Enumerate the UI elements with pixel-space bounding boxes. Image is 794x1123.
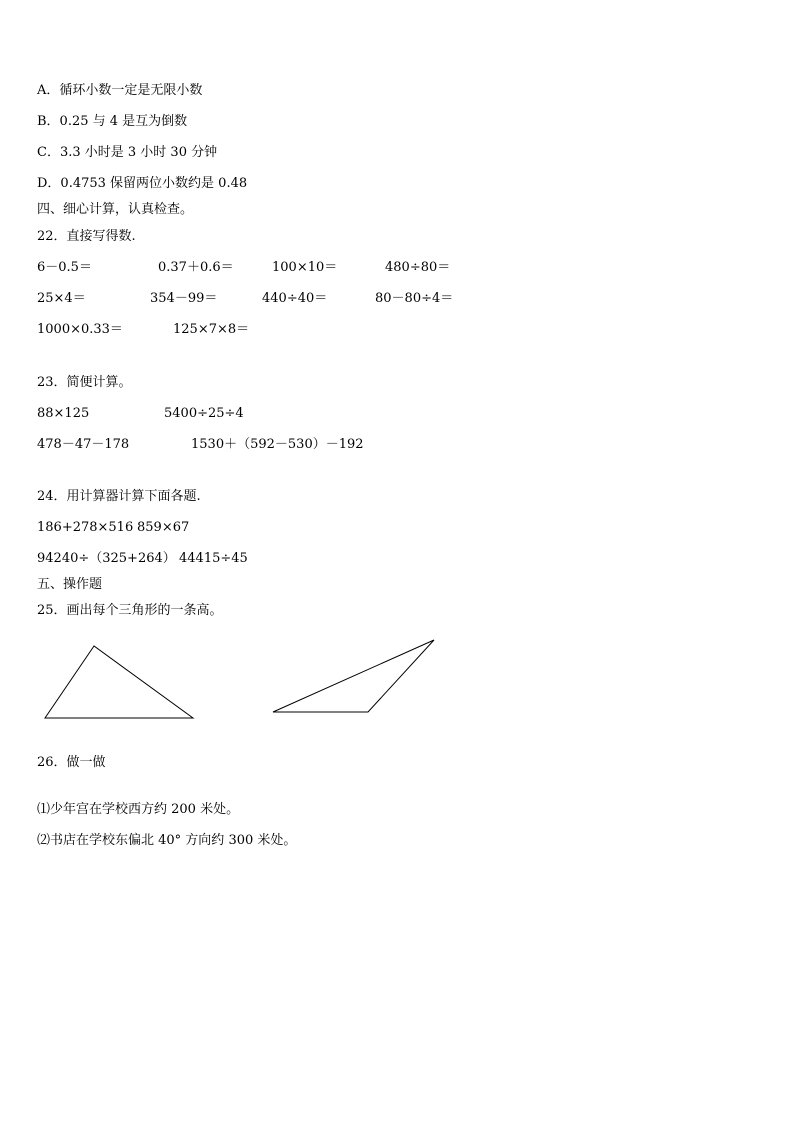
question-23-title: 23．简便计算。 [37,375,132,390]
q22-item: 354－99＝ [150,291,218,306]
q26-item-2: ⑵书店在学校东偏北 40° 方向约 300 米处。 [37,833,297,848]
option-d: D．0.4753 保留两位小数约是 0.48 [37,176,248,191]
option-a: A．循环小数一定是无限小数 [37,83,203,98]
question-25-title: 25．画出每个三角形的一条高。 [37,603,223,618]
q24-item: 186+278×516 [37,520,134,535]
q24-item: 44415÷45 [179,551,248,566]
q22-item: 0.37＋0.6＝ [158,260,234,275]
q23-item: 1530＋（592－530）－192 [191,437,364,452]
q22-item: 1000×0.33＝ [37,322,123,337]
question-22-title: 22．直接写得数. [37,229,136,244]
q22-item: 25×4＝ [37,291,86,306]
q22-item: 6－0.5＝ [37,260,92,275]
section-4-title: 四、细心计算，认真检查。 [37,202,194,217]
question-24-title: 24．用计算器计算下面各题. [37,489,201,504]
q22-item: 125×7×8＝ [173,322,250,337]
obtuse-triangle [273,640,434,712]
q26-item-1: ⑴少年宫在学校西方约 200 米处。 [37,802,240,817]
option-b: B．0.25 与 4 是互为倒数 [37,114,188,129]
q22-item: 80－80÷4＝ [375,291,454,306]
section-5-title: 五、操作题 [37,577,103,592]
q22-item: 480÷80＝ [385,260,451,275]
question-26-title: 26．做一做 [37,755,106,770]
q22-item: 440÷40＝ [262,291,328,306]
q23-item: 5400÷25÷4 [164,406,244,421]
q22-item: 100×10＝ [272,260,338,275]
q23-item: 88×125 [37,406,90,421]
q23-item: 478－47－178 [37,437,130,452]
q24-item: 859×67 [137,520,190,535]
q24-item: 94240÷（325+264） [37,551,176,566]
acute-triangle [45,646,193,718]
option-c: C．3.3 小时是 3 小时 30 分钟 [37,145,218,160]
